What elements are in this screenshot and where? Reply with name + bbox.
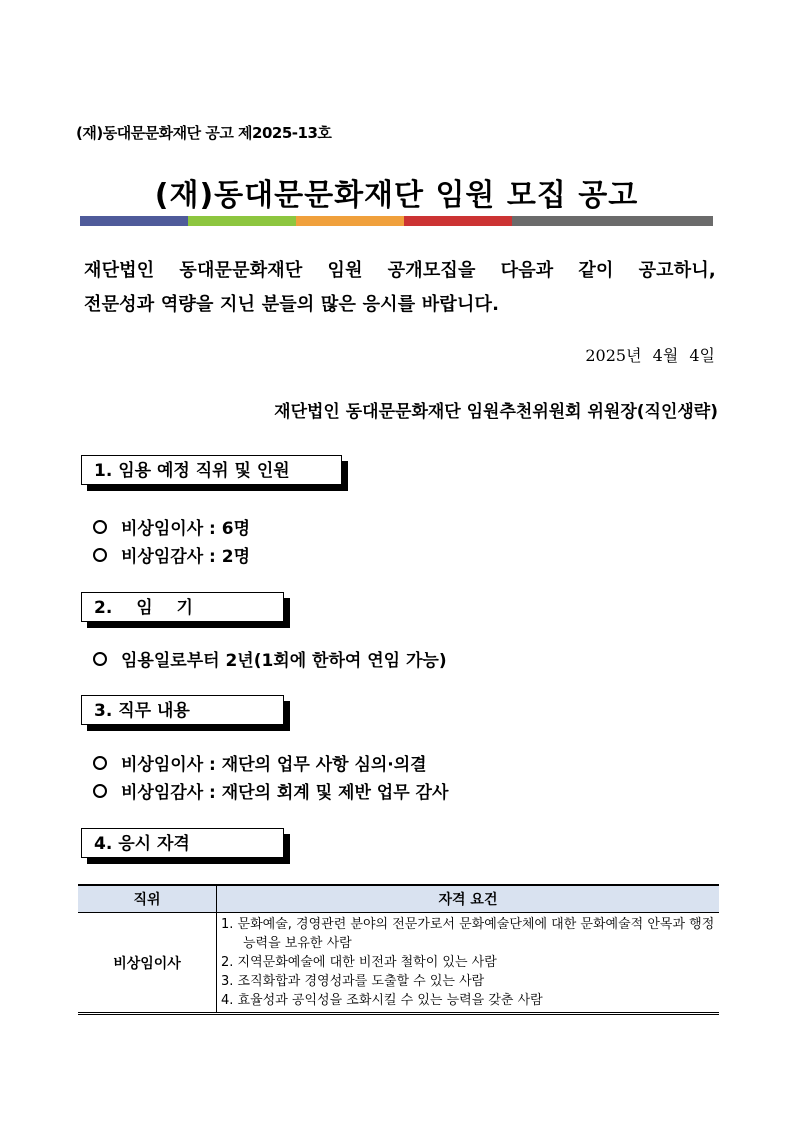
column-header-requirements: 자격 요건 [217,885,720,913]
circle-bullet-icon [93,784,107,798]
list-item-text: 비상임이사 : 재단의 업무 사항 심의·의결 [121,755,427,775]
position-cell: 비상임이사 [78,913,217,1014]
requirement-item: 3. 조직화합과 경영성과를 도출할 수 있는 사람 [221,974,485,989]
notice-date: 2025년 4월 4일 [585,346,715,365]
list-item [93,778,448,803]
section-heading-3: 3. 직무 내용 [81,695,284,725]
intro-word: 같이 [578,260,614,281]
intro-word: 임원 [327,260,363,281]
table-header-row [78,885,719,913]
intro-word: 동대문문화재단 [179,260,303,281]
circle-bullet-icon [93,756,107,770]
title-color-bar [80,216,713,226]
table-row [78,913,719,1014]
column-header-position: 직위 [78,885,217,913]
color-bar-segment-5 [512,216,713,226]
color-bar-segment-1 [80,216,188,226]
page-title: (재)동대문문화재단 임원 모집 공고 [154,178,639,213]
color-bar-segment-3 [296,216,404,226]
circle-bullet-icon [93,548,107,562]
color-bar-segment-2 [188,216,296,226]
qualification-table [78,884,719,1015]
list-item [93,750,427,775]
intro-word: 공고하니, [638,260,716,281]
list-item [93,542,250,567]
list-item-text: 비상임이사 : 6명 [121,519,250,539]
intro-word: 재단법인 [84,260,155,281]
circle-bullet-icon [93,652,107,666]
list-item [93,514,250,539]
requirement-item: 4. 효율성과 공익성을 조화시킬 수 있는 능력을 갖춘 사람 [221,993,543,1008]
requirement-item: 1. 문화예술, 경영관련 분야의 전문가로서 문화예술단체에 대한 문화예술적 안목과 행정 능력을 보유한 사람 [221,917,715,951]
notice-number: (재)동대문문화재단 공고 제2025-13호 [76,124,332,142]
committee-chair: 재단법인 동대문문화재단 임원추천위원회 위원장(직인생략) [274,402,718,422]
requirement-item: 2. 지역문화예술에 대한 비전과 철학이 있는 사람 [221,955,497,970]
intro-word: 공개모집을 [387,260,476,281]
color-bar-segment-4 [404,216,512,226]
intro-line-2: 전문성과 역량을 지닌 분들의 많은 응시를 바랍니다. [84,294,500,315]
intro-line-1 [84,254,716,288]
section-heading-2: 2. 임 기 [81,592,284,622]
requirements-cell [217,913,720,1014]
list-item-text: 비상임감사 : 재단의 회계 및 제반 업무 감사 [121,783,449,803]
intro-word: 다음과 [500,260,554,281]
section-heading-1: 1. 임용 예정 직위 및 인원 [81,455,342,485]
intro-paragraph [84,254,716,322]
list-item-text: 비상임감사 : 2명 [121,547,250,567]
list-item-text: 임용일로부터 2년(1회에 한하여 연임 가능) [121,651,447,671]
circle-bullet-icon [93,520,107,534]
section-heading-4: 4. 응시 자격 [81,828,284,858]
list-item [93,646,447,671]
